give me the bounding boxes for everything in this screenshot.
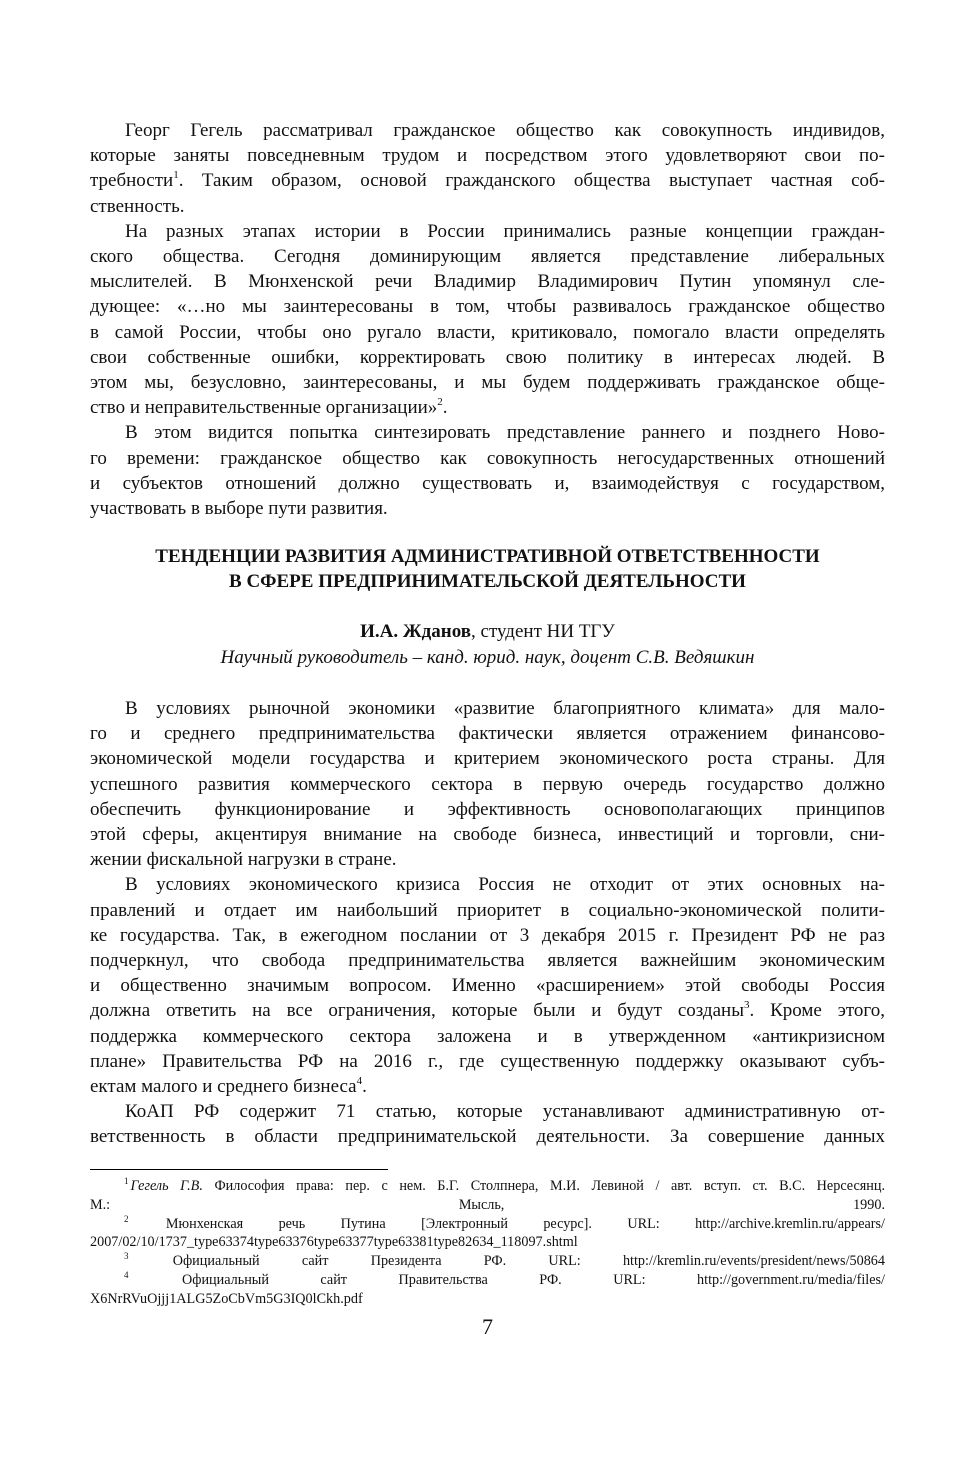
- text-line: На разных этапах истории в России принимались разные концепции граждан-: [125, 220, 885, 242]
- paragraph: [90, 696, 885, 872]
- footnote-number: 4: [124, 1269, 129, 1280]
- text-line: В этом видится попытка синтезировать представление раннего и позднего Ново-: [125, 422, 885, 444]
- footnote: [90, 1271, 885, 1309]
- text-line: ственность.: [90, 195, 185, 217]
- footnote-line: X6NrRVuOjjj1ALG5ZoCbVm5G3IQ0lCkh.pdf: [90, 1290, 363, 1307]
- paragraph: [90, 118, 885, 219]
- footnote-line: $^4$ Официальный сайт Правительства РФ. URL: http://government.ru/media/files/: [124, 1269, 885, 1288]
- text-line: в самой России, чтобы оно ругало власти, критиковало, помогало власти определять: [90, 321, 885, 343]
- text-line: подчеркнул, что свобода предпринимательства является важнейшим экономическим: [90, 950, 885, 972]
- footnote-separator: [90, 1169, 388, 1170]
- text-line: должна ответить на все ограничения, которые были и будут созданы$^3$. Кроме этого,: [90, 999, 886, 1022]
- article-header: [90, 544, 885, 670]
- footnote-ref: 4: [356, 1075, 363, 1088]
- footnote: [90, 1215, 885, 1253]
- footnote-ref: 3: [743, 999, 750, 1012]
- article-body: [90, 696, 885, 1150]
- text-line: ветственность в области предпринимательской деятельности. За совершение данных: [90, 1126, 885, 1148]
- footnote-line: 2007/02/10/1737_type63374type63376type63377type63381type82634_118097.shtml: [90, 1234, 578, 1251]
- text-line: плане» Правительства РФ на 2016 г., где существенную поддержку оказывают субъ-: [90, 1050, 885, 1072]
- text-line: мыслителей. В Мюнхенской речи Владимир Владимирович Путин упомянул сле-: [90, 271, 885, 293]
- paragraph: [90, 1099, 885, 1149]
- text-line: го и среднего предпринимательства фактически является отражением финансово-: [90, 723, 885, 745]
- text-line: Георг Гегель рассматривал гражданское общество как совокупность индивидов,: [125, 120, 885, 141]
- footnote-number: 2: [124, 1213, 129, 1224]
- supervisor-line: Научный руководитель – канд. юрид. наук, доцент С.В. Ведяшкин: [220, 646, 755, 668]
- text-line: го времени: гражданское общество как совокупность негосударственных отношений: [90, 447, 885, 469]
- text-line: правлений и отдает им наибольший приоритет в социально-экономической полити-: [90, 899, 885, 921]
- text-line: ского общества. Сегодня доминирующим является представление либеральных: [90, 246, 885, 268]
- footnote-ref: 1: [173, 169, 179, 182]
- text-line: требности$^1$. Таким образом, основой гражданского общества выступает частная соб-: [90, 169, 885, 192]
- footnote-line: $^2$ Мюнхенская речь Путина [Электронный ресурс]. URL: http://archive.kremlin.ru/appears/: [124, 1213, 885, 1232]
- footnote-ref: 2: [437, 396, 443, 409]
- footnote-author: Гегель Г.В.: [130, 1178, 203, 1194]
- text-line: свои собственные ошибки, корректировать свою политику в интересах людей. В: [90, 346, 885, 368]
- paragraph: [90, 420, 885, 521]
- text-line: жении фискальной нагрузки в стране.: [90, 849, 397, 871]
- text-line: экономической модели государства и критерием экономического роста страны. Для: [90, 748, 885, 770]
- text-line: дующее: «…но мы заинтересованы в том, чтобы развивалось гражданское общество: [90, 296, 885, 318]
- article-title-line-1: ТЕНДЕНЦИИ РАЗВИТИЯ АДМИНИСТРАТИВНОЙ ОТВЕТСТВЕННОСТИ: [155, 546, 820, 567]
- text-line: которые заняты повседневным трудом и посредством этого удовлетворяют свои по-: [90, 145, 885, 167]
- paragraph: [90, 219, 885, 421]
- text-line: успешного развития коммерческого сектора в первую очередь государство должно: [90, 773, 885, 795]
- article-title-line-2: В СФЕРЕ ПРЕДПРИНИМАТЕЛЬСКОЙ ДЕЯТЕЛЬНОСТИ: [229, 571, 746, 593]
- text-line: и общественно значимым вопросом. Именно «расширением» этой свободы Россия: [90, 975, 885, 997]
- footnotes: [90, 1177, 885, 1309]
- footnote: [90, 1177, 885, 1215]
- text-line: поддержка коммерческого сектора заложена и в утвержденном «антикризисном: [90, 1025, 885, 1047]
- author-name: И.А. Жданов: [360, 621, 472, 643]
- text-line: КоАП РФ содержит 71 статью, которые устанавливают административную от-: [125, 1101, 885, 1123]
- footnote-number: 3: [124, 1251, 129, 1262]
- text-line: этом мы, безусловно, заинтересованы, и мы будем поддерживать гражданское обще-: [90, 372, 885, 394]
- text-line: и субъектов отношений должно существовать и, взаимодействуя с государством,: [90, 472, 885, 494]
- footnote-line: $^3$ Официальный сайт Президента РФ. URL: http://kremlin.ru/events/president/news/50864: [124, 1251, 885, 1270]
- text-line: В условиях экономического кризиса Россия не отходит от этих основных на-: [125, 874, 885, 896]
- footnote-number: 1: [124, 1176, 129, 1186]
- footnote-line: $^1$ Гегель Г.В. Философия права: пер. с нем. Б.Г. Столпнера, М.И. Левиной / авт. вступ. ст. В.С. Нерсесянц.: [124, 1176, 885, 1194]
- footnote: [90, 1252, 885, 1271]
- page-number: 7: [482, 1314, 493, 1339]
- text-line: В условиях рыночной экономики «развитие благоприятного климата» для мало-: [125, 698, 885, 719]
- text-line: обеспечить функционирование и эффективность основополагающих принципов: [90, 798, 885, 820]
- author-role: , студент НИ ТГУ: [471, 621, 615, 643]
- paragraph: [90, 872, 885, 1099]
- author-line: [90, 619, 885, 644]
- text-line: участвовать в выборе пути развития.: [90, 498, 388, 520]
- text-line: ке государства. Так, в ежегодном послании от 3 декабря 2015 г. Президент РФ не раз: [90, 924, 885, 946]
- footnote-line: М.: Мысль, 1990.: [90, 1196, 885, 1213]
- preceding-article-text: [90, 118, 885, 521]
- text-line: ектам малого и среднего бизнеса$^4$.: [90, 1075, 367, 1098]
- text-line: этой сферы, акцентируя внимание на свободе бизнеса, инвестиций и торговли, сни-: [90, 824, 885, 846]
- text-line: ство и неправительственные организации»$^2$.: [90, 396, 448, 419]
